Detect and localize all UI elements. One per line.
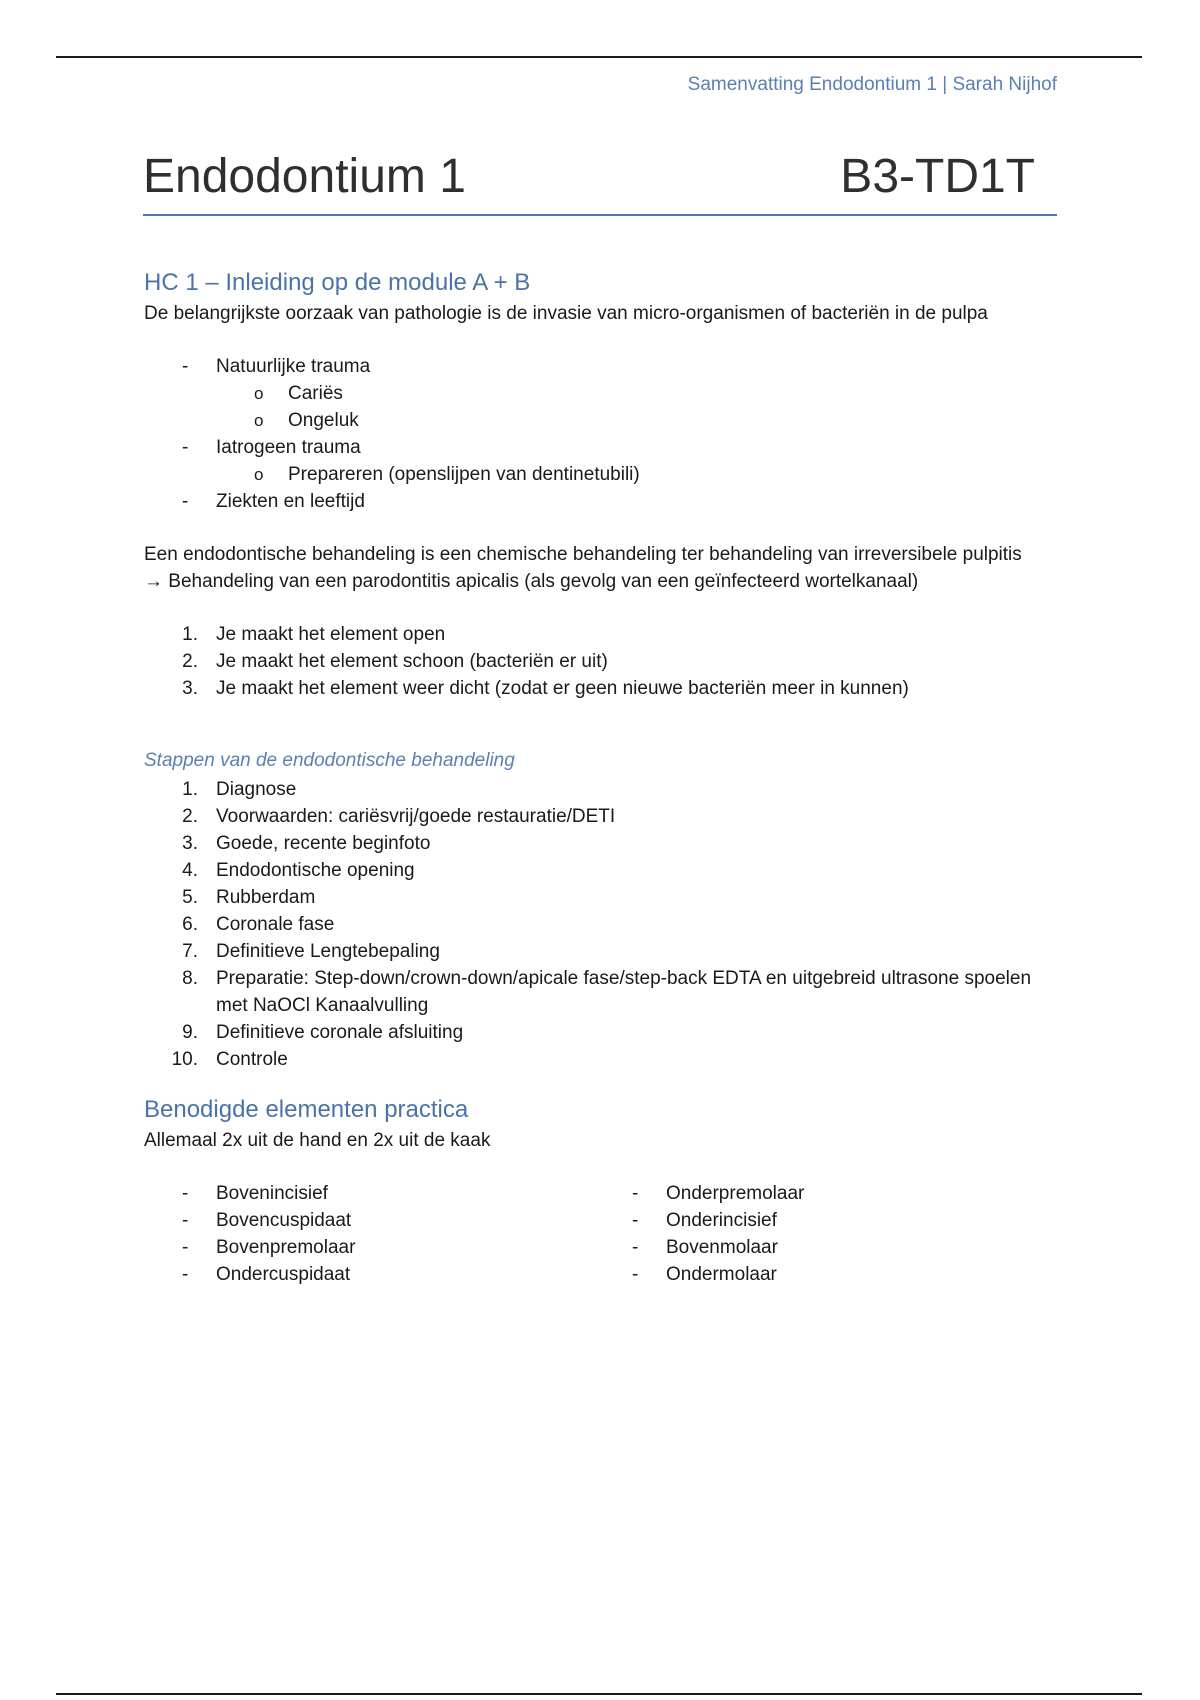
list-item: - Bovenmolaar xyxy=(632,1237,778,1258)
definition-paragraph: Een endodontische behandeling is een chemische behandeling ter behandeling van irreversibele pulpitis xyxy=(144,544,1022,565)
list-item: 2. Je maakt het element schoon (bacteriën er uit) xyxy=(182,651,608,672)
list-item: - Bovenpremolaar xyxy=(182,1237,356,1258)
list-item: - Ziekten en leeftijd xyxy=(182,491,365,512)
list-item: o Prepareren (openslijpen van dentinetubili) xyxy=(254,464,640,485)
list-item: 5. Rubberdam xyxy=(182,887,316,908)
section-heading-hc1: HC 1 – Inleiding op de module A + B xyxy=(144,269,531,296)
list-item: - Bovenincisief xyxy=(182,1183,328,1204)
list-item: 9. Definitieve coronale afsluiting xyxy=(182,1022,464,1043)
elements-right-column xyxy=(594,1180,1044,1288)
steps-list xyxy=(144,776,1044,1073)
list-item: - Bovencuspidaat xyxy=(182,1210,352,1231)
elements-left-column xyxy=(144,1180,594,1288)
list-item: 3. Je maakt het element weer dicht (zodat er geen nieuwe bacteriën meer in kunnen) xyxy=(182,678,909,699)
list-item: - Onderincisief xyxy=(632,1210,777,1231)
arrow-icon: → xyxy=(144,571,163,592)
intro-paragraph: De belangrijkste oorzaak van pathologie is de invasie van micro-organismen of bacteriën in de pulpa xyxy=(144,303,988,324)
list-item: 7. Definitieve Lengtebepaling xyxy=(182,941,440,962)
document-body xyxy=(144,266,1044,1288)
section-heading-elements: Benodigde elementen practica xyxy=(144,1096,469,1123)
list-item: o Cariës xyxy=(254,383,343,404)
list-item: 6. Coronale fase xyxy=(182,914,335,935)
list-item: 3. Goede, recente beginfoto xyxy=(182,833,431,854)
list-item: 2. Voorwaarden: cariësvrij/goede restauratie/DETI xyxy=(182,806,616,827)
list-item: 10. Controle xyxy=(171,1049,288,1070)
list-item: o Ongeluk xyxy=(254,410,359,431)
list-item: - Natuurlijke trauma xyxy=(182,356,371,377)
elements-intro: Allemaal 2x uit de hand en 2x uit de kaak xyxy=(144,1130,491,1151)
list-item: - Ondermolaar xyxy=(632,1264,777,1285)
elements-columns xyxy=(144,1180,1044,1288)
list-item: 4. Endodontische opening xyxy=(182,860,415,881)
title-row xyxy=(143,148,1057,216)
list-item: 1. Je maakt het element open xyxy=(182,624,446,645)
causes-list xyxy=(144,353,1044,515)
document-title: Endodontium 1 xyxy=(143,150,466,203)
steps-heading: Stappen van de endodontische behandeling xyxy=(144,750,515,771)
course-code: B3-TD1T xyxy=(840,150,1035,203)
running-header: Samenvatting Endodontium 1 | Sarah Nijhof xyxy=(687,74,1057,95)
list-item: - Onderpremolaar xyxy=(632,1183,805,1204)
arrow-note: → Behandeling van een parodontitis apicalis (als gevolg van een geïnfecteerd wortelkanaal) xyxy=(144,571,919,592)
principles-list xyxy=(144,621,1044,702)
list-item: - Ondercuspidaat xyxy=(182,1264,351,1285)
list-item: - Iatrogeen trauma xyxy=(182,437,361,458)
bottom-rule xyxy=(56,1693,1142,1695)
list-item: 1. Diagnose xyxy=(182,779,297,800)
top-rule xyxy=(56,56,1142,58)
list-item: 8. Preparatie: Step-down/crown-down/apicale fase/step-back EDTA en uitgebreid ultrasone spoelen met NaOCl Kanaalvulling xyxy=(182,968,1032,1016)
